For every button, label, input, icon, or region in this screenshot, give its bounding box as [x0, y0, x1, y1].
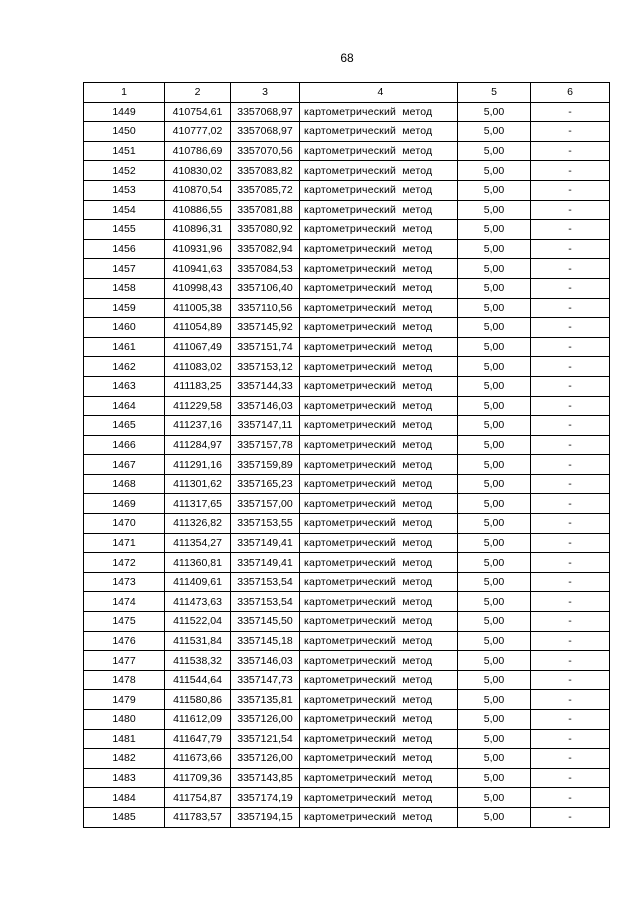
- y-coordinate-cell: 3357153,54: [231, 572, 300, 592]
- x-coordinate-cell: 410931,96: [165, 239, 231, 259]
- description-cell: -: [531, 631, 610, 651]
- table-row: [84, 376, 610, 396]
- table-row: [84, 729, 610, 749]
- accuracy-cell: 5,00: [458, 631, 531, 651]
- description-cell: -: [531, 337, 610, 357]
- description-cell: -: [531, 710, 610, 730]
- description-cell: -: [531, 141, 610, 161]
- x-coordinate-cell: 411647,79: [165, 729, 231, 749]
- point-number-cell: 1473: [84, 572, 165, 592]
- x-coordinate-cell: 411083,02: [165, 357, 231, 377]
- description-cell: -: [531, 788, 610, 808]
- table-row: [84, 298, 610, 318]
- accuracy-cell: 5,00: [458, 435, 531, 455]
- method-cell: картометрический метод: [300, 239, 458, 259]
- point-number-cell: 1481: [84, 729, 165, 749]
- table-row: [84, 416, 610, 436]
- table-row: [84, 455, 610, 475]
- x-coordinate-cell: 411544,64: [165, 670, 231, 690]
- method-cell: картометрический метод: [300, 455, 458, 475]
- x-coordinate-cell: 411754,87: [165, 788, 231, 808]
- y-coordinate-cell: 3357135,81: [231, 690, 300, 710]
- y-coordinate-cell: 3357083,82: [231, 161, 300, 181]
- point-number-cell: 1466: [84, 435, 165, 455]
- y-coordinate-cell: 3357082,94: [231, 239, 300, 259]
- accuracy-cell: 5,00: [458, 337, 531, 357]
- point-number-cell: 1458: [84, 278, 165, 298]
- table-row: [84, 141, 610, 161]
- table-row: [84, 180, 610, 200]
- accuracy-cell: 5,00: [458, 141, 531, 161]
- point-number-cell: 1469: [84, 494, 165, 514]
- method-cell: картометрический метод: [300, 670, 458, 690]
- accuracy-cell: 5,00: [458, 788, 531, 808]
- accuracy-cell: 5,00: [458, 200, 531, 220]
- description-cell: -: [531, 318, 610, 338]
- table-row: [84, 612, 610, 632]
- point-number-cell: 1477: [84, 651, 165, 671]
- method-cell: картометрический метод: [300, 768, 458, 788]
- method-cell: картометрический метод: [300, 514, 458, 534]
- header-cell-2: 2: [165, 83, 231, 103]
- description-cell: -: [531, 200, 610, 220]
- accuracy-cell: 5,00: [458, 239, 531, 259]
- point-number-cell: 1465: [84, 416, 165, 436]
- description-cell: -: [531, 278, 610, 298]
- method-cell: картометрический метод: [300, 749, 458, 769]
- description-cell: -: [531, 651, 610, 671]
- accuracy-cell: 5,00: [458, 749, 531, 769]
- table-row: [84, 494, 610, 514]
- description-cell: -: [531, 572, 610, 592]
- x-coordinate-cell: 411354,27: [165, 533, 231, 553]
- method-cell: картометрический метод: [300, 651, 458, 671]
- description-cell: -: [531, 180, 610, 200]
- table-row: [84, 337, 610, 357]
- x-coordinate-cell: 411673,66: [165, 749, 231, 769]
- table-row: [84, 631, 610, 651]
- point-number-cell: 1464: [84, 396, 165, 416]
- method-cell: картометрический метод: [300, 259, 458, 279]
- method-cell: картометрический метод: [300, 612, 458, 632]
- method-cell: картометрический метод: [300, 729, 458, 749]
- method-cell: картометрический метод: [300, 416, 458, 436]
- x-coordinate-cell: 411054,89: [165, 318, 231, 338]
- y-coordinate-cell: 3357159,89: [231, 455, 300, 475]
- accuracy-cell: 5,00: [458, 690, 531, 710]
- y-coordinate-cell: 3357126,00: [231, 749, 300, 769]
- accuracy-cell: 5,00: [458, 494, 531, 514]
- accuracy-cell: 5,00: [458, 553, 531, 573]
- coordinates-table: [83, 82, 610, 828]
- accuracy-cell: 5,00: [458, 710, 531, 730]
- accuracy-cell: 5,00: [458, 612, 531, 632]
- table-row: [84, 807, 610, 827]
- accuracy-cell: 5,00: [458, 514, 531, 534]
- accuracy-cell: 5,00: [458, 768, 531, 788]
- point-number-cell: 1459: [84, 298, 165, 318]
- accuracy-cell: 5,00: [458, 670, 531, 690]
- description-cell: -: [531, 161, 610, 181]
- point-number-cell: 1455: [84, 220, 165, 240]
- header-cell-6: 6: [531, 83, 610, 103]
- accuracy-cell: 5,00: [458, 161, 531, 181]
- x-coordinate-cell: 411229,58: [165, 396, 231, 416]
- point-number-cell: 1480: [84, 710, 165, 730]
- y-coordinate-cell: 3357153,54: [231, 592, 300, 612]
- description-cell: -: [531, 357, 610, 377]
- table-row: [84, 161, 610, 181]
- table-row: [84, 533, 610, 553]
- y-coordinate-cell: 3357121,54: [231, 729, 300, 749]
- point-number-cell: 1456: [84, 239, 165, 259]
- x-coordinate-cell: 411317,65: [165, 494, 231, 514]
- description-cell: -: [531, 455, 610, 475]
- table-row: [84, 788, 610, 808]
- y-coordinate-cell: 3357068,97: [231, 102, 300, 122]
- point-number-cell: 1451: [84, 141, 165, 161]
- method-cell: картометрический метод: [300, 318, 458, 338]
- accuracy-cell: 5,00: [458, 102, 531, 122]
- x-coordinate-cell: 411291,16: [165, 455, 231, 475]
- x-coordinate-cell: 411473,63: [165, 592, 231, 612]
- method-cell: картометрический метод: [300, 710, 458, 730]
- accuracy-cell: 5,00: [458, 122, 531, 142]
- table-row: [84, 710, 610, 730]
- y-coordinate-cell: 3357149,41: [231, 533, 300, 553]
- method-cell: картометрический метод: [300, 396, 458, 416]
- description-cell: -: [531, 122, 610, 142]
- table-row: [84, 592, 610, 612]
- accuracy-cell: 5,00: [458, 220, 531, 240]
- method-cell: картометрический метод: [300, 141, 458, 161]
- description-cell: -: [531, 612, 610, 632]
- y-coordinate-cell: 3357153,12: [231, 357, 300, 377]
- y-coordinate-cell: 3357149,41: [231, 553, 300, 573]
- point-number-cell: 1482: [84, 749, 165, 769]
- point-number-cell: 1461: [84, 337, 165, 357]
- point-number-cell: 1471: [84, 533, 165, 553]
- y-coordinate-cell: 3357081,88: [231, 200, 300, 220]
- x-coordinate-cell: 411612,09: [165, 710, 231, 730]
- point-number-cell: 1460: [84, 318, 165, 338]
- method-cell: картометрический метод: [300, 474, 458, 494]
- x-coordinate-cell: 411783,57: [165, 807, 231, 827]
- header-cell-1: 1: [84, 83, 165, 103]
- point-number-cell: 1479: [84, 690, 165, 710]
- description-cell: -: [531, 729, 610, 749]
- accuracy-cell: 5,00: [458, 807, 531, 827]
- method-cell: картометрический метод: [300, 337, 458, 357]
- description-cell: -: [531, 514, 610, 534]
- method-cell: картометрический метод: [300, 180, 458, 200]
- accuracy-cell: 5,00: [458, 533, 531, 553]
- y-coordinate-cell: 3357194,15: [231, 807, 300, 827]
- point-number-cell: 1470: [84, 514, 165, 534]
- table-row: [84, 102, 610, 122]
- description-cell: -: [531, 474, 610, 494]
- y-coordinate-cell: 3357085,72: [231, 180, 300, 200]
- y-coordinate-cell: 3357080,92: [231, 220, 300, 240]
- table-row: [84, 259, 610, 279]
- table-row: [84, 768, 610, 788]
- y-coordinate-cell: 3357126,00: [231, 710, 300, 730]
- method-cell: картометрический метод: [300, 357, 458, 377]
- table-row: [84, 239, 610, 259]
- method-cell: картометрический метод: [300, 533, 458, 553]
- accuracy-cell: 5,00: [458, 651, 531, 671]
- x-coordinate-cell: 410777,02: [165, 122, 231, 142]
- method-cell: картометрический метод: [300, 592, 458, 612]
- table-row: [84, 396, 610, 416]
- x-coordinate-cell: 411531,84: [165, 631, 231, 651]
- accuracy-cell: 5,00: [458, 416, 531, 436]
- y-coordinate-cell: 3357147,73: [231, 670, 300, 690]
- point-number-cell: 1478: [84, 670, 165, 690]
- x-coordinate-cell: 410896,31: [165, 220, 231, 240]
- method-cell: картометрический метод: [300, 122, 458, 142]
- description-cell: -: [531, 259, 610, 279]
- method-cell: картометрический метод: [300, 690, 458, 710]
- table-row: [84, 278, 610, 298]
- point-number-cell: 1472: [84, 553, 165, 573]
- accuracy-cell: 5,00: [458, 357, 531, 377]
- x-coordinate-cell: 410870,54: [165, 180, 231, 200]
- header-row: [84, 83, 610, 103]
- description-cell: -: [531, 435, 610, 455]
- x-coordinate-cell: 411301,62: [165, 474, 231, 494]
- description-cell: -: [531, 239, 610, 259]
- x-coordinate-cell: 411183,25: [165, 376, 231, 396]
- description-cell: -: [531, 494, 610, 514]
- y-coordinate-cell: 3357068,97: [231, 122, 300, 142]
- point-number-cell: 1454: [84, 200, 165, 220]
- table-header: [84, 83, 610, 103]
- y-coordinate-cell: 3357070,56: [231, 141, 300, 161]
- table-row: [84, 553, 610, 573]
- description-cell: -: [531, 553, 610, 573]
- x-coordinate-cell: 411580,86: [165, 690, 231, 710]
- method-cell: картометрический метод: [300, 161, 458, 181]
- method-cell: картометрический метод: [300, 220, 458, 240]
- accuracy-cell: 5,00: [458, 455, 531, 475]
- point-number-cell: 1475: [84, 612, 165, 632]
- point-number-cell: 1484: [84, 788, 165, 808]
- method-cell: картометрический метод: [300, 494, 458, 514]
- x-coordinate-cell: 411409,61: [165, 572, 231, 592]
- point-number-cell: 1453: [84, 180, 165, 200]
- accuracy-cell: 5,00: [458, 376, 531, 396]
- point-number-cell: 1457: [84, 259, 165, 279]
- y-coordinate-cell: 3357146,03: [231, 651, 300, 671]
- x-coordinate-cell: 411360,81: [165, 553, 231, 573]
- description-cell: -: [531, 298, 610, 318]
- description-cell: -: [531, 376, 610, 396]
- page-number: 68: [340, 51, 354, 65]
- table-row: [84, 670, 610, 690]
- accuracy-cell: 5,00: [458, 278, 531, 298]
- point-number-cell: 1463: [84, 376, 165, 396]
- accuracy-cell: 5,00: [458, 474, 531, 494]
- x-coordinate-cell: 410941,63: [165, 259, 231, 279]
- x-coordinate-cell: 410886,55: [165, 200, 231, 220]
- header-cell-4: 4: [300, 83, 458, 103]
- table-row: [84, 474, 610, 494]
- method-cell: картометрический метод: [300, 435, 458, 455]
- header-cell-3: 3: [231, 83, 300, 103]
- accuracy-cell: 5,00: [458, 298, 531, 318]
- x-coordinate-cell: 411522,04: [165, 612, 231, 632]
- description-cell: -: [531, 670, 610, 690]
- table-row: [84, 651, 610, 671]
- y-coordinate-cell: 3357144,33: [231, 376, 300, 396]
- y-coordinate-cell: 3357146,03: [231, 396, 300, 416]
- table-row: [84, 200, 610, 220]
- description-cell: -: [531, 749, 610, 769]
- y-coordinate-cell: 3357153,55: [231, 514, 300, 534]
- method-cell: картометрический метод: [300, 376, 458, 396]
- accuracy-cell: 5,00: [458, 592, 531, 612]
- table-row: [84, 572, 610, 592]
- y-coordinate-cell: 3357174,19: [231, 788, 300, 808]
- table-row: [84, 514, 610, 534]
- method-cell: картометрический метод: [300, 807, 458, 827]
- method-cell: картометрический метод: [300, 631, 458, 651]
- y-coordinate-cell: 3357084,53: [231, 259, 300, 279]
- method-cell: картометрический метод: [300, 278, 458, 298]
- point-number-cell: 1476: [84, 631, 165, 651]
- table-row: [84, 690, 610, 710]
- y-coordinate-cell: 3357157,78: [231, 435, 300, 455]
- method-cell: картометрический метод: [300, 572, 458, 592]
- table-row: [84, 357, 610, 377]
- point-number-cell: 1467: [84, 455, 165, 475]
- point-number-cell: 1450: [84, 122, 165, 142]
- y-coordinate-cell: 3357147,11: [231, 416, 300, 436]
- y-coordinate-cell: 3357145,92: [231, 318, 300, 338]
- description-cell: -: [531, 592, 610, 612]
- x-coordinate-cell: 411709,36: [165, 768, 231, 788]
- y-coordinate-cell: 3357151,74: [231, 337, 300, 357]
- x-coordinate-cell: 410830,02: [165, 161, 231, 181]
- x-coordinate-cell: 411538,32: [165, 651, 231, 671]
- table-row: [84, 435, 610, 455]
- method-cell: картометрический метод: [300, 102, 458, 122]
- x-coordinate-cell: 411237,16: [165, 416, 231, 436]
- header-cell-5: 5: [458, 83, 531, 103]
- x-coordinate-cell: 411005,38: [165, 298, 231, 318]
- point-number-cell: 1468: [84, 474, 165, 494]
- x-coordinate-cell: 410786,69: [165, 141, 231, 161]
- x-coordinate-cell: 411067,49: [165, 337, 231, 357]
- y-coordinate-cell: 3357157,00: [231, 494, 300, 514]
- x-coordinate-cell: 410998,43: [165, 278, 231, 298]
- method-cell: картометрический метод: [300, 200, 458, 220]
- point-number-cell: 1483: [84, 768, 165, 788]
- table-row: [84, 220, 610, 240]
- accuracy-cell: 5,00: [458, 318, 531, 338]
- method-cell: картометрический метод: [300, 553, 458, 573]
- accuracy-cell: 5,00: [458, 259, 531, 279]
- method-cell: картометрический метод: [300, 788, 458, 808]
- point-number-cell: 1449: [84, 102, 165, 122]
- y-coordinate-cell: 3357143,85: [231, 768, 300, 788]
- x-coordinate-cell: 410754,61: [165, 102, 231, 122]
- point-number-cell: 1462: [84, 357, 165, 377]
- table-body: [84, 102, 610, 827]
- x-coordinate-cell: 411284,97: [165, 435, 231, 455]
- point-number-cell: 1474: [84, 592, 165, 612]
- point-number-cell: 1485: [84, 807, 165, 827]
- y-coordinate-cell: 3357145,18: [231, 631, 300, 651]
- y-coordinate-cell: 3357145,50: [231, 612, 300, 632]
- description-cell: -: [531, 807, 610, 827]
- description-cell: -: [531, 690, 610, 710]
- description-cell: -: [531, 102, 610, 122]
- description-cell: -: [531, 416, 610, 436]
- description-cell: -: [531, 396, 610, 416]
- table-row: [84, 318, 610, 338]
- y-coordinate-cell: 3357106,40: [231, 278, 300, 298]
- y-coordinate-cell: 3357165,23: [231, 474, 300, 494]
- description-cell: -: [531, 768, 610, 788]
- accuracy-cell: 5,00: [458, 396, 531, 416]
- accuracy-cell: 5,00: [458, 180, 531, 200]
- point-number-cell: 1452: [84, 161, 165, 181]
- description-cell: -: [531, 220, 610, 240]
- accuracy-cell: 5,00: [458, 572, 531, 592]
- x-coordinate-cell: 411326,82: [165, 514, 231, 534]
- accuracy-cell: 5,00: [458, 729, 531, 749]
- description-cell: -: [531, 533, 610, 553]
- method-cell: картометрический метод: [300, 298, 458, 318]
- y-coordinate-cell: 3357110,56: [231, 298, 300, 318]
- table-row: [84, 749, 610, 769]
- table-row: [84, 122, 610, 142]
